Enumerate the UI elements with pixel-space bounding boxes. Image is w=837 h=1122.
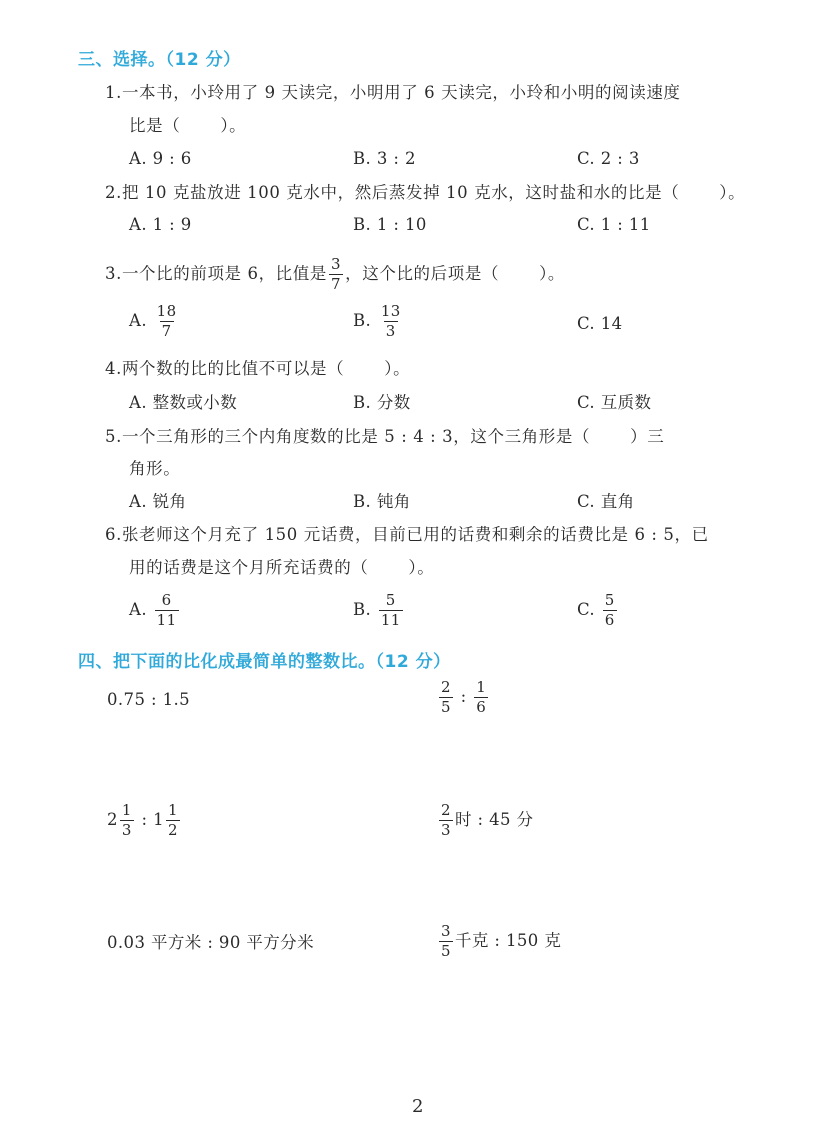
question-4-option-a[interactable]: A. 整数或小数 <box>129 393 238 412</box>
question-6-line-1: 6.张老师这个月充了 150 元话费，目前已用的话费和剩余的话费比是 6 : 5，已 <box>105 525 709 544</box>
question-2-punct: ）。 <box>719 183 746 202</box>
section-4-title: 四、把下面的比化成最简单的整数比。（12 分） <box>78 652 451 672</box>
page-number: 2 <box>412 1096 424 1117</box>
question-3-option-b[interactable]: B. $\frac{13}{3}$ <box>353 302 401 340</box>
question-4-stem: 4.两个数的比的比值不可以是（ <box>105 359 345 378</box>
question-5-stem-end: ）三 <box>630 427 665 446</box>
question-2-line-1 <box>105 182 745 204</box>
question-6-option-a[interactable]: A. $\frac{6}{11}$ <box>129 591 177 629</box>
question-1-option-c[interactable]: C. 2 : 3 <box>577 149 640 168</box>
question-6-stem-end: 用的话费是这个月所充话费的（ <box>129 558 369 577</box>
question-6-option-b[interactable]: B. $\frac{5}{11}$ <box>353 591 401 629</box>
question-5-option-a[interactable]: A. 锐角 <box>129 492 187 511</box>
question-6-option-c[interactable]: C. $\frac{5}{6}$ <box>577 591 615 629</box>
question-3-punct: ）。 <box>539 264 566 283</box>
question-1-punct: ）。 <box>220 116 247 135</box>
question-5-option-c[interactable]: C. 直角 <box>577 492 635 511</box>
question-5-stem: 5.一个三角形的三个内角度数的比是 5 : 4 : 3，这个三角形是（ <box>105 427 591 446</box>
question-3-stem: 3.一个比的前项是 6，比值是 <box>105 264 327 283</box>
question-5-line-2: 角形。 <box>129 459 181 478</box>
section-3-title: 三、选择。（12 分） <box>78 50 241 70</box>
question-5-option-b[interactable]: B. 钝角 <box>353 492 411 511</box>
question-4-line-1 <box>105 358 410 380</box>
question-3-line-1 <box>105 256 565 293</box>
ratio-item-d: $\frac{2}{3}$ 时 : 45 分 <box>441 801 534 839</box>
question-4-option-b[interactable]: B. 分数 <box>353 393 411 412</box>
question-4-option-c[interactable]: C. 互质数 <box>577 393 652 412</box>
question-3-option-c[interactable]: C. 14 <box>577 314 623 333</box>
question-2-stem: 2.把 10 克盐放进 100 克水中，然后蒸发掉 10 克水，这时盐和水的比是（ <box>105 183 680 202</box>
question-4-punct: ）。 <box>384 359 411 378</box>
question-1-option-b[interactable]: B. 3 : 2 <box>353 149 416 168</box>
question-3-option-a[interactable]: A. $\frac{18}{7}$ <box>129 302 177 340</box>
ratio-item-e: 0.03 平方米 : 90 平方分米 <box>107 933 314 952</box>
ratio-item-a: 0.75 : 1.5 <box>107 690 191 709</box>
ratio-item-c: 2 $\frac{1}{3}$ : 1 $\frac{1}{2}$ <box>107 801 178 839</box>
question-1-option-a[interactable]: A. 9 : 6 <box>129 149 192 168</box>
question-3-stem-2: ，这个比的后项是（ <box>345 264 500 283</box>
question-6-line-2 <box>129 557 434 579</box>
question-1-line-1: 1.一本书，小玲用了 9 天读完，小明用了 6 天读完，小玲和小明的阅读速度 <box>105 83 681 102</box>
ratio-item-f: $\frac{3}{5}$ 千克 : 150 克 <box>441 922 562 960</box>
question-6-punct: ）。 <box>408 558 435 577</box>
ratio-item-b: $\frac{2}{5}$ : $\frac{1}{6}$ <box>441 678 487 716</box>
question-2-option-a[interactable]: A. 1 : 9 <box>129 215 192 234</box>
question-3-fraction: $\frac{3}{7}$ <box>331 255 342 293</box>
question-5-line-1 <box>105 426 664 448</box>
question-1-line-2 <box>129 115 246 137</box>
question-2-option-c[interactable]: C. 1 : 11 <box>577 215 651 234</box>
question-2-option-b[interactable]: B. 1 : 10 <box>353 215 427 234</box>
question-1-stem-end: 比是（ <box>129 116 181 135</box>
